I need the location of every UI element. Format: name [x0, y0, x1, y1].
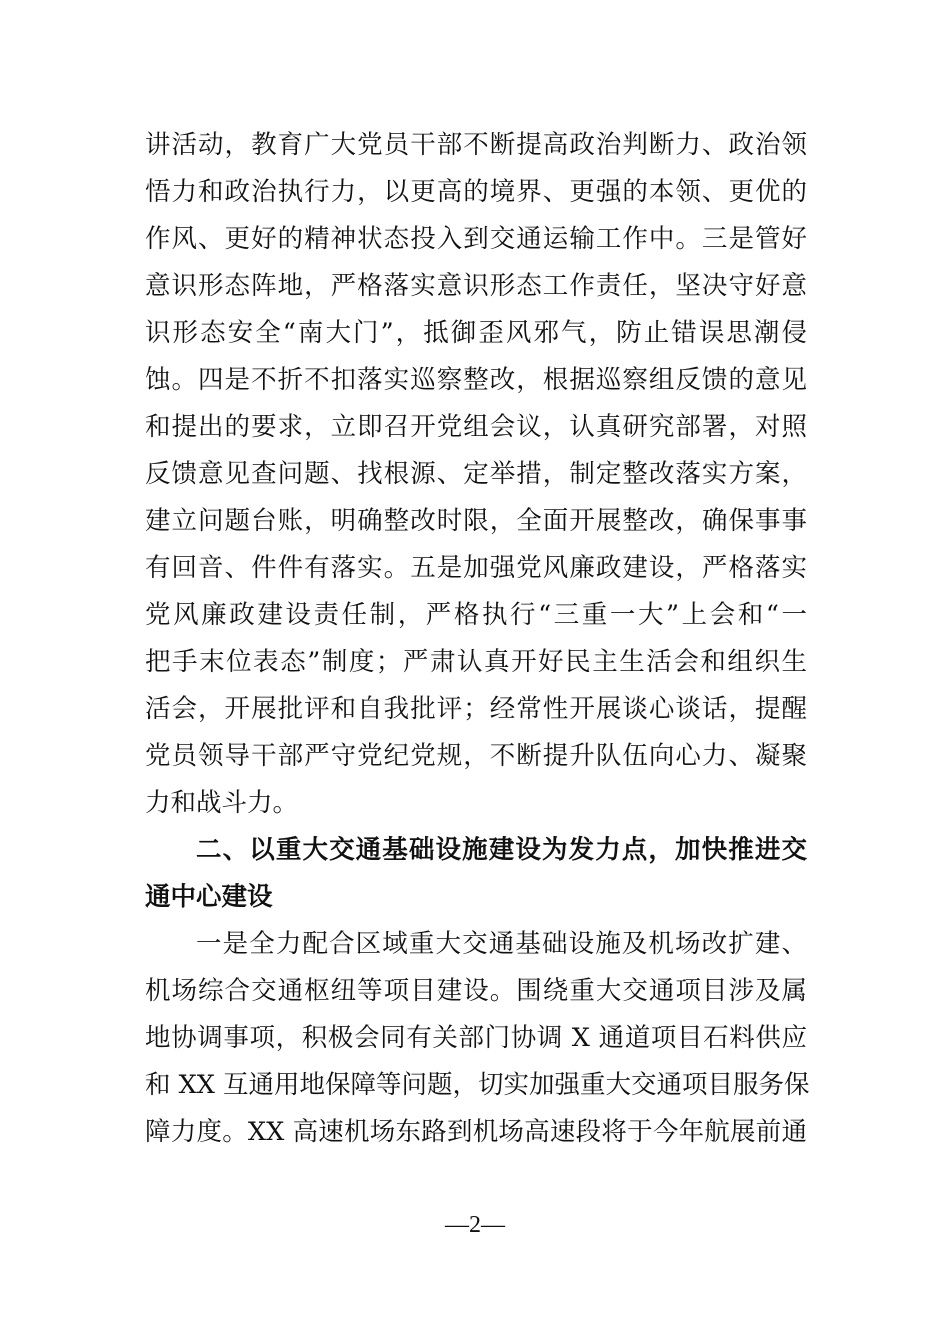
body-text-line: 一是全力配合区域重大交通基础设施及机场改扩建、: [196, 929, 807, 959]
body-text-line: 力和战斗力。: [145, 788, 299, 818]
body-text-line: 讲活动，教育广大党员干部不断提高政治判断力、政治领: [145, 130, 807, 160]
body-text-line: 党风廉政建设责任制，严格执行“三重一大”上会和“一: [145, 600, 807, 630]
body-text-line: 和 XX 互通用地保障等问题，切实加强重大交通项目服务保: [145, 1070, 810, 1100]
body-text-line: 机场综合交通枢纽等项目建设。围绕重大交通项目涉及属: [145, 976, 807, 1006]
body-text-line: 有回音、件件有落实。五是加强党风廉政建设，严格落实: [145, 553, 807, 583]
section-heading: 二、以重大交通基础设施建设为发力点，加快推进交: [196, 835, 807, 865]
body-text-line: 党员领导干部严守党纪党规，不断提升队伍向心力、凝聚: [145, 741, 807, 771]
body-text-line: 意识形态阵地，严格落实意识形态工作责任，坚决守好意: [145, 271, 807, 301]
body-text-line: 建立问题台账，明确整改时限，全面开展整改，确保事事: [145, 506, 807, 536]
body-text-line: 悟力和政治执行力，以更高的境界、更强的本领、更优的: [145, 177, 807, 207]
body-text-line: 识形态安全“南大门”，抵御歪风邪气，防止错误思潮侵: [145, 318, 807, 348]
body-text-line: 活会，开展批评和自我批评；经常性开展谈心谈话，提醒: [145, 694, 807, 724]
body-text-line: 反馈意见查问题、找根源、定举措，制定整改落实方案，: [145, 459, 807, 489]
body-text-line: 蚀。四是不折不扣落实巡察整改，根据巡察组反馈的意见: [145, 365, 807, 395]
body-text-line: 作风、更好的精神状态投入到交通运输工作中。三是管好: [145, 224, 807, 254]
page-number: —2—: [445, 1212, 505, 1238]
section-heading: 通中心建设: [145, 882, 273, 912]
body-text-line: 地协调事项，积极会同有关部门协调 X 通道项目石料供应: [145, 1023, 807, 1053]
body-text-line: 障力度。XX 高速机场东路到机场高速段将于今年航展前通: [145, 1117, 807, 1147]
body-text-line: 和提出的要求，立即召开党组会议，认真研究部署，对照: [145, 412, 807, 442]
body-text-line: 把手末位表态”制度；严肃认真开好民主生活会和组织生: [145, 647, 807, 677]
